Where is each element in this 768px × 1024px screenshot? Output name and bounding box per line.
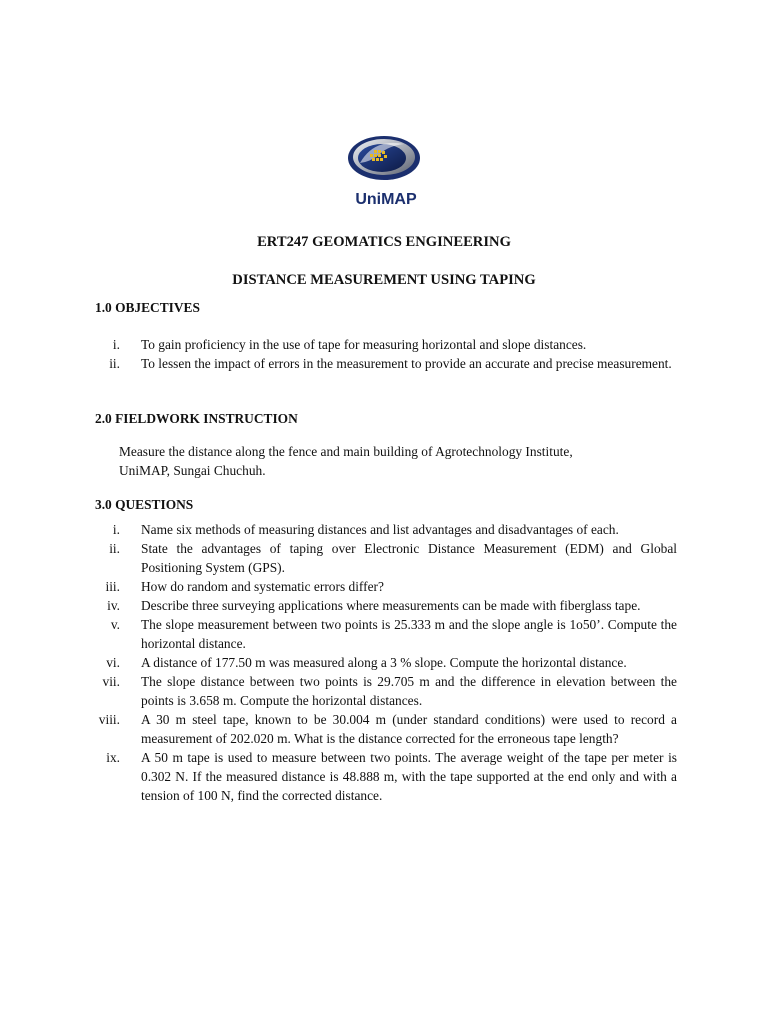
list-item [95,520,677,539]
list-item [95,354,677,373]
list-item [95,596,677,615]
list-number: i. [112,522,120,537]
list-item [95,672,677,710]
list-text: A 50 m tape is used to measure between two points. The average weight of the tape per meter is 0.302 N. If the measured distance is 48.888 m, with the tape supported at the end only and with a tension of 100 N, find the corrected distance. [141,750,677,803]
list-text: Name six methods of measuring distances and list advantages and disadvantages of each. [141,522,619,537]
logo-wordmark: UniMAP [355,191,417,208]
list-text: Describe three surveying applications where measurements can be made with fiberglass tape. [141,598,641,613]
list-number: iv. [107,598,120,613]
list-text: A 30 m steel tape, known to be 30.004 m (under standard conditions) were used to record a measurement of 202.020 m. What is the distance corrected for the erroneous tape length? [141,712,677,746]
list-text: To lessen the impact of errors in the measurement to provide an accurate and precise measurement. [141,356,672,371]
list-number: viii. [98,712,120,727]
list-text: State the advantages of taping over Electronic Distance Measurement (EDM) and Global Positioning System (GPS). [141,541,677,575]
list-number: ix. [106,750,120,765]
list-number: ii. [109,356,120,371]
list-item [95,748,677,805]
list-number: ii. [109,541,120,556]
fieldwork-line-1: Measure the distance along the fence and main building of Agrotechnology Institute, [119,444,573,459]
fieldwork-line-2: UniMAP, Sungai Chuchuh. [119,463,266,478]
list-number: v. [110,617,120,632]
document-title: DISTANCE MEASUREMENT USING TAPING [232,272,536,288]
list-item [95,335,677,354]
list-text: How do random and systematic errors differ? [141,579,384,594]
list-text: A distance of 177.50 m was measured along a 3 % slope. Compute the horizontal distance. [141,655,627,670]
unimap-logo [344,130,428,210]
list-item [95,615,677,653]
fieldwork-instruction [119,442,659,480]
questions-heading: 3.0 QUESTIONS [95,497,194,512]
objectives-heading: 1.0 OBJECTIVES [95,300,200,315]
list-number: vi. [106,655,120,670]
list-item [95,710,677,748]
list-text: The slope measurement between two points is 25.333 m and the slope angle is 1o50’. Compute the horizontal distance. [141,617,677,651]
list-item [95,653,677,672]
course-title: ERT247 GEOMATICS ENGINEERING [257,234,511,250]
list-item [95,577,677,596]
list-number: vii. [102,674,120,689]
list-number: iii. [105,579,120,594]
list-item [95,539,677,577]
list-number: i. [112,337,120,352]
questions-list [95,520,677,805]
objectives-list [95,335,677,373]
fieldwork-heading: 2.0 FIELDWORK INSTRUCTION [95,411,298,426]
list-text: To gain proficiency in the use of tape for measuring horizontal and slope distances. [141,337,587,352]
list-text: The slope distance between two points is 29.705 m and the difference in elevation between the points is 3.658 m. Compute the horizontal distances. [141,674,677,708]
